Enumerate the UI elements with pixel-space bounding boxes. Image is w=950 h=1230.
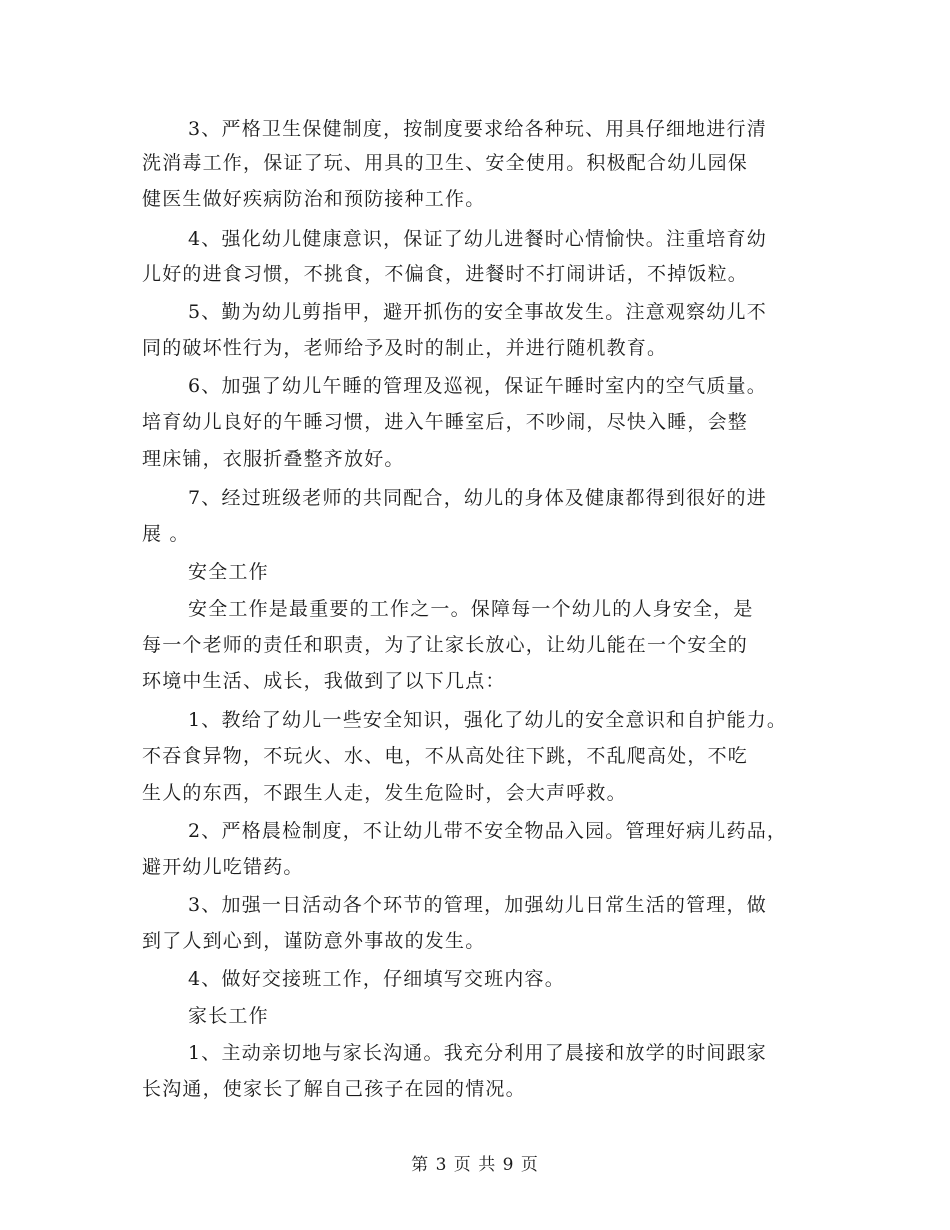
text-line: 每一个老师的责任和职责，为了让家长放心，让幼儿能在一个安全的 <box>142 634 749 656</box>
text-line: 到了人到心到，谨防意外事故的发生。 <box>142 930 486 952</box>
text-line: 1、教给了幼儿一些安全知识，强化了幼儿的安全意识和自护能力。 <box>188 709 788 731</box>
text-line: 避开幼儿吃错药。 <box>142 856 304 878</box>
text-line: 3、加强一日活动各个环节的管理，加强幼儿日常生活的管理，做 <box>188 894 767 916</box>
text-line: 生人的东西，不跟生人走，发生危险时，会大声呼救。 <box>142 782 627 804</box>
text-line: 5、勤为幼儿剪指甲，避开抓伤的安全事故发生。注意观察幼儿不 <box>188 301 767 323</box>
text-line: 洗消毒工作，保证了玩、用具的卫生、安全使用。积极配合幼儿园保 <box>142 152 749 174</box>
text-line: 2、严格晨检制度，不让幼儿带不安全物品入园。管理好病儿药品， <box>188 820 788 842</box>
text-line: 长沟通，使家长了解自己孩子在园的情况。 <box>142 1078 526 1100</box>
page-footer: 第 3 页 共 9 页 <box>411 1155 539 1175</box>
text-line: 4、做好交接班工作，仔细填写交班内容。 <box>188 968 565 990</box>
text-line: 安全工作是最重要的工作之一。保障每一个幼儿的人身安全，是 <box>188 598 754 620</box>
text-line: 健医生做好疾病防治和预防接种工作。 <box>142 188 486 210</box>
text-line: 不吞食异物，不玩火、水、电，不从高处往下跳，不乱爬高处，不吃 <box>142 745 749 767</box>
text-line: 同的破坏性行为，老师给予及时的制止，并进行随机教育。 <box>142 337 668 359</box>
text-line: 3、严格卫生保健制度，按制度要求给各种玩、用具仔细地进行清 <box>188 118 767 140</box>
text-line: 7、经过班级老师的共同配合，幼儿的身体及健康都得到很好的进 <box>188 487 767 509</box>
text-line: 培育幼儿良好的午睡习惯，进入午睡室后，不吵闹，尽快入睡，会整 <box>142 411 749 433</box>
text-line: 环境中生活、成长，我做到了以下几点： <box>142 670 506 692</box>
text-line: 1、主动亲切地与家长沟通。我充分利用了晨接和放学的时间跟家 <box>188 1042 767 1064</box>
text-line: 4、强化幼儿健康意识，保证了幼儿进餐时心情愉快。注重培育幼 <box>188 228 767 250</box>
text-line: 6、加强了幼儿午睡的管理及巡视，保证午睡时室内的空气质量。 <box>188 375 767 397</box>
text-line: 儿好的进食习惯，不挑食，不偏食，进餐时不打闹讲话，不掉饭粒。 <box>142 263 749 285</box>
section-heading: 家长工作 <box>188 1005 269 1027</box>
section-heading: 安全工作 <box>188 561 269 583</box>
text-line: 理床铺，衣服折叠整齐放好。 <box>142 448 405 470</box>
text-line: 展 。 <box>142 523 190 545</box>
